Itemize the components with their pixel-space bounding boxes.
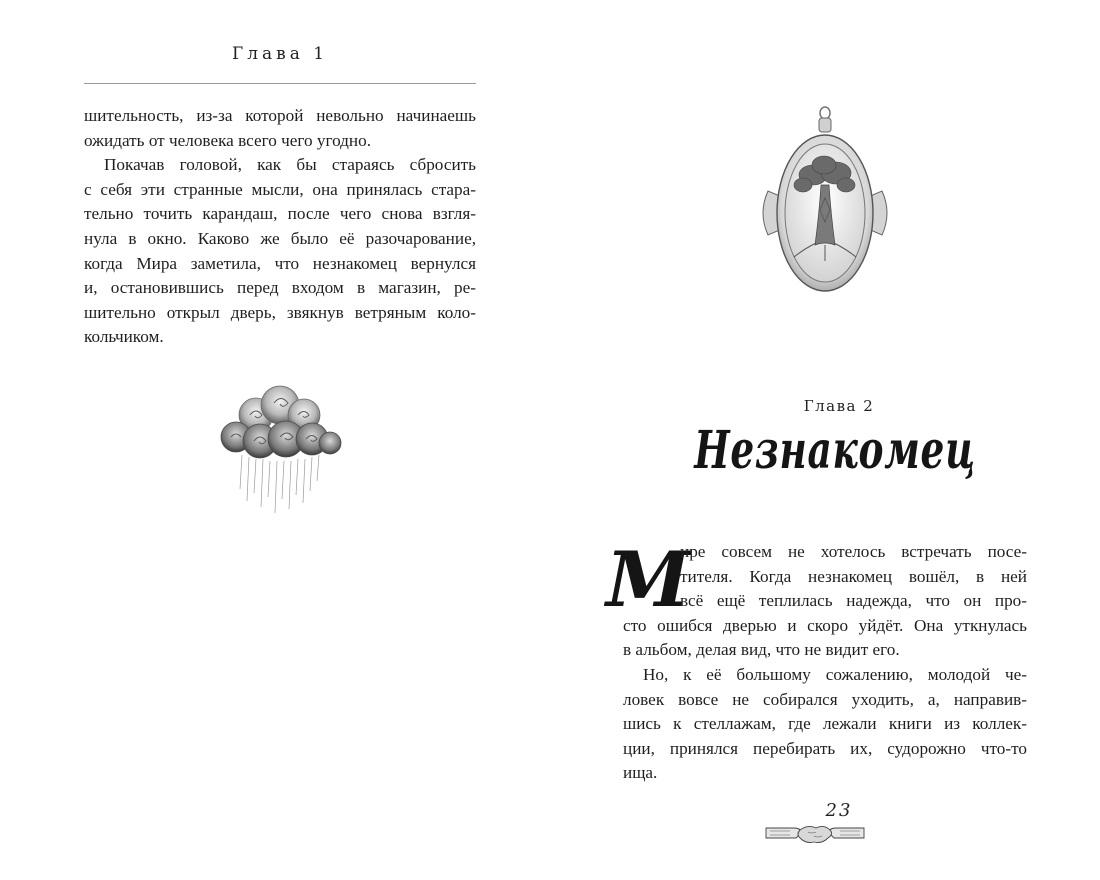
paragraph bbox=[84, 153, 476, 350]
text-line: ции, принялся перебирать их, судорожно что-то bbox=[623, 738, 1027, 758]
drop-cap-letter: М bbox=[605, 535, 691, 624]
text-line: ожидать от человека всего чего угодно. bbox=[84, 130, 372, 150]
locket-icon bbox=[758, 103, 892, 295]
text-line: ища. bbox=[623, 763, 658, 783]
text-line: всё ещё теплилась надежда, что он про- bbox=[680, 591, 1027, 611]
right-page bbox=[550, 0, 1100, 880]
paragraph bbox=[623, 540, 1027, 663]
page-number: 23 bbox=[825, 800, 853, 821]
rain-cloud-icon bbox=[216, 385, 348, 520]
text-line: в альбом, делая вид, что не видит его. bbox=[623, 640, 900, 660]
text-line: кольчиком. bbox=[84, 327, 164, 347]
text-line: ире совсем не хотелось встречать посе- bbox=[680, 542, 1027, 561]
text-line: ловек вовсе не собирался уходить, а, направив- bbox=[623, 689, 1027, 709]
text-line: нула в окно. Каково же было её разочарование, bbox=[84, 228, 476, 248]
clasped-hands-icon bbox=[764, 818, 866, 848]
paragraph bbox=[84, 104, 476, 153]
text-line: тельно точить карандаш, после чего снова взгля- bbox=[84, 204, 476, 224]
running-header: Глава 1 bbox=[231, 44, 329, 64]
text-line: шительно открыл дверь, звякнув ветряным коло- bbox=[84, 302, 476, 322]
text-line: Покачав головой, как бы стараясь сбросить bbox=[104, 155, 476, 175]
right-page-text bbox=[623, 540, 1027, 786]
text-line: шительность, из-за которой невольно начинаешь bbox=[84, 106, 476, 125]
chapter-label: Глава 2 bbox=[803, 397, 875, 415]
paragraph bbox=[623, 663, 1027, 786]
text-line: Но, к её большому сожалению, молодой че- bbox=[643, 664, 1027, 684]
text-line: и, остановившись перед входом в магазин, ре- bbox=[84, 278, 476, 298]
text-line: когда Мира заметила, что незнакомец вернулся bbox=[84, 253, 476, 273]
header-divider bbox=[84, 83, 476, 84]
left-page-text bbox=[84, 104, 476, 350]
text-line: сто ошибся дверью и скоро уйдёт. Она уткнулась bbox=[623, 615, 1027, 635]
chapter-title: Незнакомец bbox=[694, 420, 976, 481]
text-line: с себя эти странные мысли, она принялась стара- bbox=[84, 179, 476, 199]
text-line: шись к стеллажам, где лежали книги из коллек- bbox=[623, 714, 1027, 734]
text-line: тителя. Когда незнакомец вошёл, в ней bbox=[680, 566, 1027, 586]
